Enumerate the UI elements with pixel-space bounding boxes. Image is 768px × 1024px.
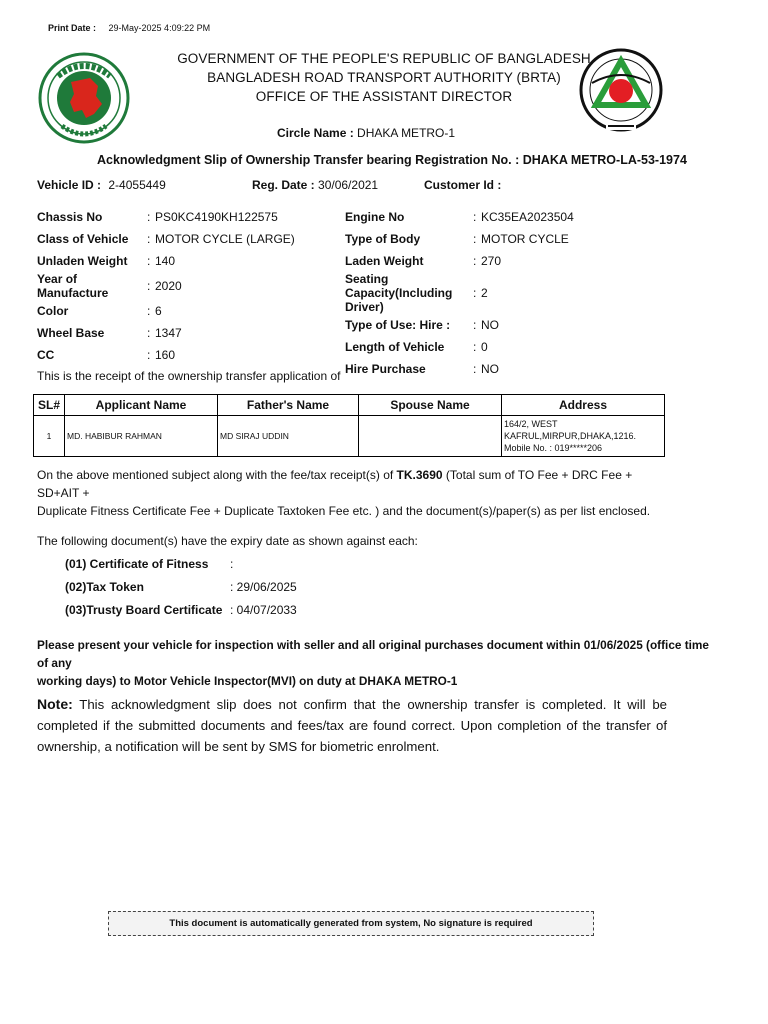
document-label: (03)Trusty Board Certificate (65, 603, 223, 617)
right-field-label: Type of Body (345, 232, 421, 246)
left-field-value: 140 (155, 254, 176, 268)
left-field-row (37, 300, 295, 322)
vehicle-details-left (37, 206, 295, 366)
col-spouse-name: Spouse Name (359, 395, 502, 416)
right-field-label: Hire Purchase (345, 362, 426, 376)
left-field-value: 6 (155, 304, 162, 318)
left-field-row (37, 272, 295, 300)
colon: : (230, 603, 237, 617)
header-authority: BANGLADESH ROAD TRANSPORT AUTHORITY (BRTA) (207, 70, 561, 85)
document-row (65, 603, 297, 626)
left-field-value: 1347 (155, 326, 182, 340)
left-field-label: Unladen Weight (37, 254, 128, 268)
colon: : (473, 254, 477, 268)
left-field-row (37, 344, 295, 366)
circle-name-label: Circle Name : (277, 126, 354, 140)
col-fathers-name: Father's Name (218, 395, 359, 416)
colon: : (473, 318, 477, 332)
print-date (48, 23, 210, 33)
right-field-value: MOTOR CYCLE (481, 232, 569, 246)
left-field-label: Chassis No (37, 210, 103, 224)
fee-amount: TK.3690 (396, 468, 443, 482)
left-field-row (37, 250, 295, 272)
vehicle-id (37, 178, 166, 192)
fee-post: (Total sum of TO Fee + DRC Fee + SD+AIT + (37, 468, 633, 500)
right-field-row (345, 272, 574, 314)
acknowledgment-title: Acknowledgment Slip of Ownership Transfer bearing Registration No. : DHAKA METRO-LA-53-1974 (97, 153, 687, 167)
header-government: GOVERNMENT OF THE PEOPLE'S REPUBLIC OF BANGLADESH (177, 51, 591, 66)
colon: : (473, 210, 477, 224)
cell-applicant: MD. HABIBUR RAHMAN (65, 416, 218, 457)
inspection-line-1: Please present your vehicle for inspection with seller and all original purchases document within 01/06/2025 (office time of any (37, 638, 709, 670)
right-field-label: Engine No (345, 210, 405, 224)
colon: : (147, 232, 151, 246)
right-field-row (345, 228, 574, 250)
circle-name-value: DHAKA METRO-1 (357, 126, 456, 140)
right-field-label: Seating Capacity(Including Driver) (345, 272, 453, 314)
colon: : (147, 326, 151, 340)
left-field-label: Color (37, 304, 69, 318)
left-field-value: MOTOR CYCLE (LARGE) (155, 232, 295, 246)
colon: : (230, 580, 237, 594)
document-label: (01) Certificate of Fitness (65, 557, 209, 571)
colon: : (473, 286, 477, 300)
left-field-label: Wheel Base (37, 326, 105, 340)
right-field-label: Length of Vehicle (345, 340, 445, 354)
right-field-row (345, 206, 574, 228)
left-field-label: CC (37, 348, 55, 362)
address-line-3: Mobile No. : 019*****206 (504, 443, 603, 453)
cell-father: MD SIRAJ UDDIN (218, 416, 359, 457)
right-field-row (345, 336, 574, 358)
right-field-value: NO (481, 362, 499, 376)
note-text: This acknowledgment slip does not confirm that the ownership transfer is completed. It will be completed if the submitted documents and fees/tax are found correct. Upon completion of the transfer of ownership, a notification will be sent by SMS for biometric enrolment. (37, 697, 667, 754)
fee-line-1 (37, 466, 677, 502)
right-field-value: NO (481, 318, 499, 332)
applicant-table (33, 394, 665, 457)
right-field-label: Laden Weight (345, 254, 424, 268)
left-field-label: Class of Vehicle (37, 232, 129, 246)
auto-generated-notice: This document is automatically generated from system, No signature is required (108, 911, 594, 936)
document-expiry: 29/06/2025 (236, 580, 297, 594)
print-date-value: 29-May-2025 4:09:22 PM (108, 23, 211, 33)
header-office: OFFICE OF THE ASSISTANT DIRECTOR (255, 89, 513, 104)
documents-list (65, 557, 297, 626)
circle-name (277, 126, 455, 140)
reg-date (252, 178, 378, 192)
right-field-value: 270 (481, 254, 502, 268)
document-row (65, 580, 297, 603)
vehicle-details-right (345, 206, 574, 380)
vehicle-id-label: Vehicle ID : (37, 178, 102, 192)
right-field-row (345, 314, 574, 336)
colon: : (473, 362, 477, 376)
left-field-row (37, 322, 295, 344)
right-field-value: 0 (481, 340, 488, 354)
colon: : (147, 279, 151, 293)
left-field-row (37, 206, 295, 228)
note-label: Note: (37, 696, 73, 712)
vehicle-id-value: 2-4055449 (108, 178, 166, 192)
address-line-1: 164/2, WEST (504, 419, 558, 429)
left-field-label: Year of Manufacture (37, 272, 109, 300)
document-expiry: 04/07/2033 (236, 603, 297, 617)
cell-spouse (359, 416, 502, 457)
right-field-row (345, 250, 574, 272)
col-applicant-name: Applicant Name (65, 395, 218, 416)
cell-address (502, 416, 665, 457)
colon: : (147, 254, 151, 268)
right-field-value: 2 (481, 286, 488, 300)
left-field-value: PS0KC4190KH122575 (155, 210, 278, 224)
inspection-notice (37, 636, 717, 690)
table-header-row (34, 395, 665, 416)
colon: : (473, 232, 477, 246)
colon: : (473, 340, 477, 354)
left-field-row (37, 228, 295, 250)
col-address: Address (502, 395, 665, 416)
fee-paragraph (37, 466, 677, 520)
table-row (34, 416, 665, 457)
right-field-row (345, 358, 574, 380)
colon: : (147, 348, 151, 362)
cell-sl: 1 (34, 416, 65, 457)
fee-pre: On the above mentioned subject along with the fee/tax receipt(s) of (37, 468, 397, 482)
address-line-2: KAFRUL,MIRPUR,DHAKA,1216. (504, 431, 637, 441)
colon: : (147, 210, 151, 224)
right-field-label: Type of Use: Hire : (345, 318, 451, 332)
note-paragraph (37, 694, 667, 757)
receipt-text: This is the receipt of the ownership transfer application of (37, 369, 341, 383)
left-field-value: 2020 (155, 279, 182, 293)
customer-id-label: Customer Id : (424, 178, 502, 192)
colon: : (147, 304, 151, 318)
expiry-intro: The following document(s) have the expiry date as shown against each: (37, 534, 418, 548)
colon: : (230, 557, 234, 571)
print-date-label: Print Date : (48, 23, 97, 33)
document-row (65, 557, 297, 580)
col-sl: SL# (34, 395, 65, 416)
inspection-line-2: working days) to Motor Vehicle Inspector(MVI) on duty at DHAKA METRO-1 (37, 674, 458, 688)
right-field-value: KC35EA2023504 (481, 210, 574, 224)
reg-date-label: Reg. Date : (252, 178, 315, 192)
reg-date-value: 30/06/2021 (318, 178, 379, 192)
fee-line-2: Duplicate Fitness Certificate Fee + Duplicate Taxtoken Fee etc. ) and the document(s)/paper(s) as per list enclosed. (37, 504, 651, 518)
left-field-value: 160 (155, 348, 176, 362)
document-label: (02)Tax Token (65, 580, 144, 594)
